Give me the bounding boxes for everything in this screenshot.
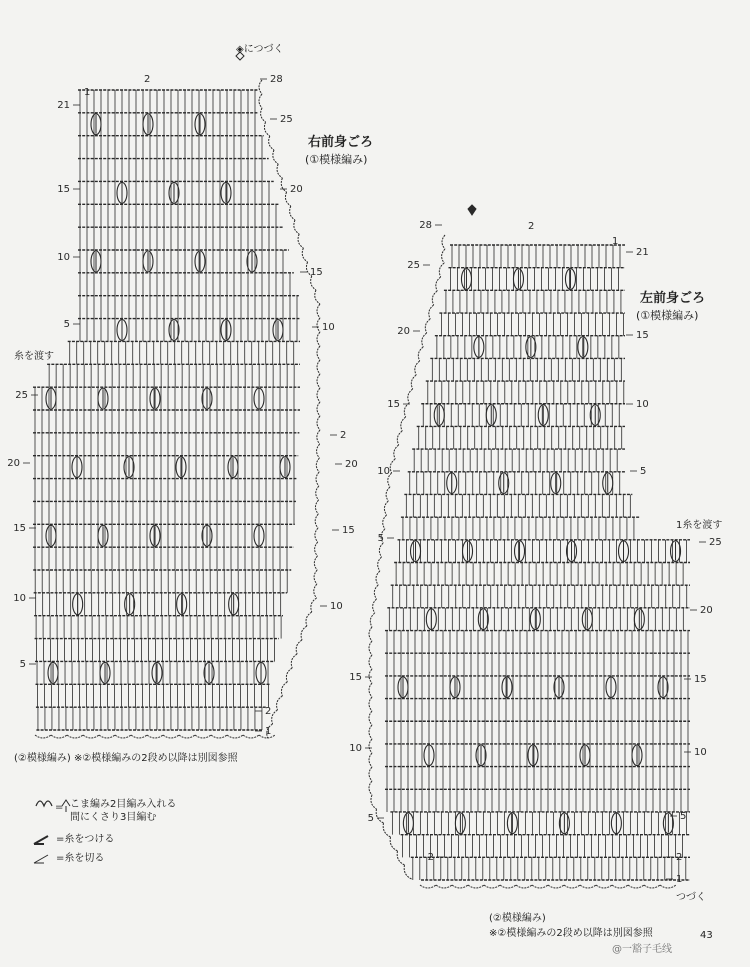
left-panel-right-row-label: 10 (636, 399, 649, 410)
right-panel-left-row-label: 15 (57, 184, 70, 195)
heart-marker-icon (468, 205, 476, 215)
right-panel-right-row-label: 25 (280, 114, 293, 125)
right-panel-top-mark: 2 (144, 74, 151, 85)
right-panel-right-row-label: 15 (342, 525, 355, 536)
left-panel-left-row-label: 10 (377, 466, 390, 477)
left-panel-left-row-label: 15 (387, 399, 400, 410)
right-panel-left-row-label: 10 (13, 593, 26, 604)
left-panel-left-row-label: 25 (407, 260, 420, 271)
legend-item1-line2: 間にくさり3目編む (70, 812, 157, 823)
left-panel-right-row-label: 15 (694, 674, 707, 685)
left-panel-continue: つづく (676, 892, 706, 903)
right-panel-left-row-label: 25 (15, 390, 28, 401)
legend-eq: = (55, 802, 64, 813)
left-panel-left-row-label: 20 (397, 326, 410, 337)
right-panel-left-row-label: 15 (13, 523, 26, 534)
left-panel-top-mark: 1 (612, 236, 619, 247)
left-panel-hem-edging (420, 885, 676, 888)
right-panel-right-row-label: 2 (340, 430, 347, 441)
left-panel-left-row-label: 5 (377, 533, 384, 544)
left-panel-right-row-label: 15 (636, 330, 649, 341)
right-panel-left-row-label: 5 (63, 319, 70, 330)
right-panel-subtitle: (①模様編み) (305, 153, 368, 166)
right-panel-left-row-label: 20 (7, 458, 20, 469)
left-panel-left-row-label: 15 (349, 672, 362, 683)
left-panel-right-row-label: 10 (694, 747, 707, 758)
left-panel-left-row-label: 10 (349, 743, 362, 754)
left-panel-note-2: ※②模様編みの2段め以降は別図参照 (489, 928, 653, 939)
right-panel-note: (②模様編み) ※②模様編みの2段め以降は別図参照 (14, 753, 238, 764)
right-panel-left-row-label: 5 (19, 659, 26, 670)
left-panel-left-row-label: 28 (419, 220, 432, 231)
left-panel-right-row-label: 25 (709, 537, 722, 548)
left-panel-top-mark: 2 (528, 221, 535, 232)
legend-item1-line1: こま編み2目編み入れる (70, 799, 177, 810)
right-panel-continue: ◈につづく (236, 44, 284, 55)
left-panel-right-row-label: 5 (680, 811, 687, 822)
right-panel-right-row-label: 1 (265, 726, 272, 737)
left-panel-note-1: (②模様編み) (489, 913, 546, 924)
watermark: @一豁子毛线 (612, 944, 672, 955)
join-yarn-icon (34, 836, 48, 844)
right-panel-right-row-label: 28 (270, 74, 283, 85)
right-panel-right-row-label: 2 (265, 706, 272, 717)
left-panel-left-row-label: 2 (427, 852, 434, 863)
right-panel-grid (33, 90, 300, 730)
right-panel-right-row-label: 20 (290, 184, 303, 195)
right-panel-left-row-label: 21 (57, 100, 70, 111)
legend-item2: =糸をつける (56, 834, 115, 845)
left-panel-right-row-label: 1 (676, 874, 683, 885)
right-panel-title: 右前身ごろ (308, 135, 374, 150)
legend-item3: =糸を切る (56, 853, 105, 864)
left-panel-yarn-join: 1糸を渡す (676, 520, 723, 531)
left-panel-right-row-label: 5 (640, 466, 647, 477)
left-panel-right-row-label: 2 (676, 852, 683, 863)
right-panel-right-row-label: 10 (322, 322, 335, 333)
right-panel-right-row-label: 15 (310, 267, 323, 278)
right-panel-top-mark: 1 (84, 87, 91, 98)
left-panel-subtitle: (①模様編み) (636, 309, 699, 322)
left-panel-right-row-label: 20 (700, 605, 713, 616)
right-panel-edging (259, 80, 320, 738)
left-panel-right-row-label: 21 (636, 247, 649, 258)
right-panel-hem-edging (35, 735, 275, 738)
left-panel-left-row-label: 5 (367, 813, 374, 824)
legend-double-sc-icon (36, 801, 52, 806)
right-panel-right-row-label: 10 (330, 601, 343, 612)
right-panel-yarn-join: 糸を渡す (14, 351, 54, 362)
right-panel-right-row-label: 20 (345, 459, 358, 470)
left-panel-title: 左前身ごろ (640, 291, 706, 306)
right-panel-left-row-label: 10 (57, 252, 70, 263)
cut-yarn-icon (34, 855, 48, 863)
page-number: 43 (700, 930, 713, 941)
